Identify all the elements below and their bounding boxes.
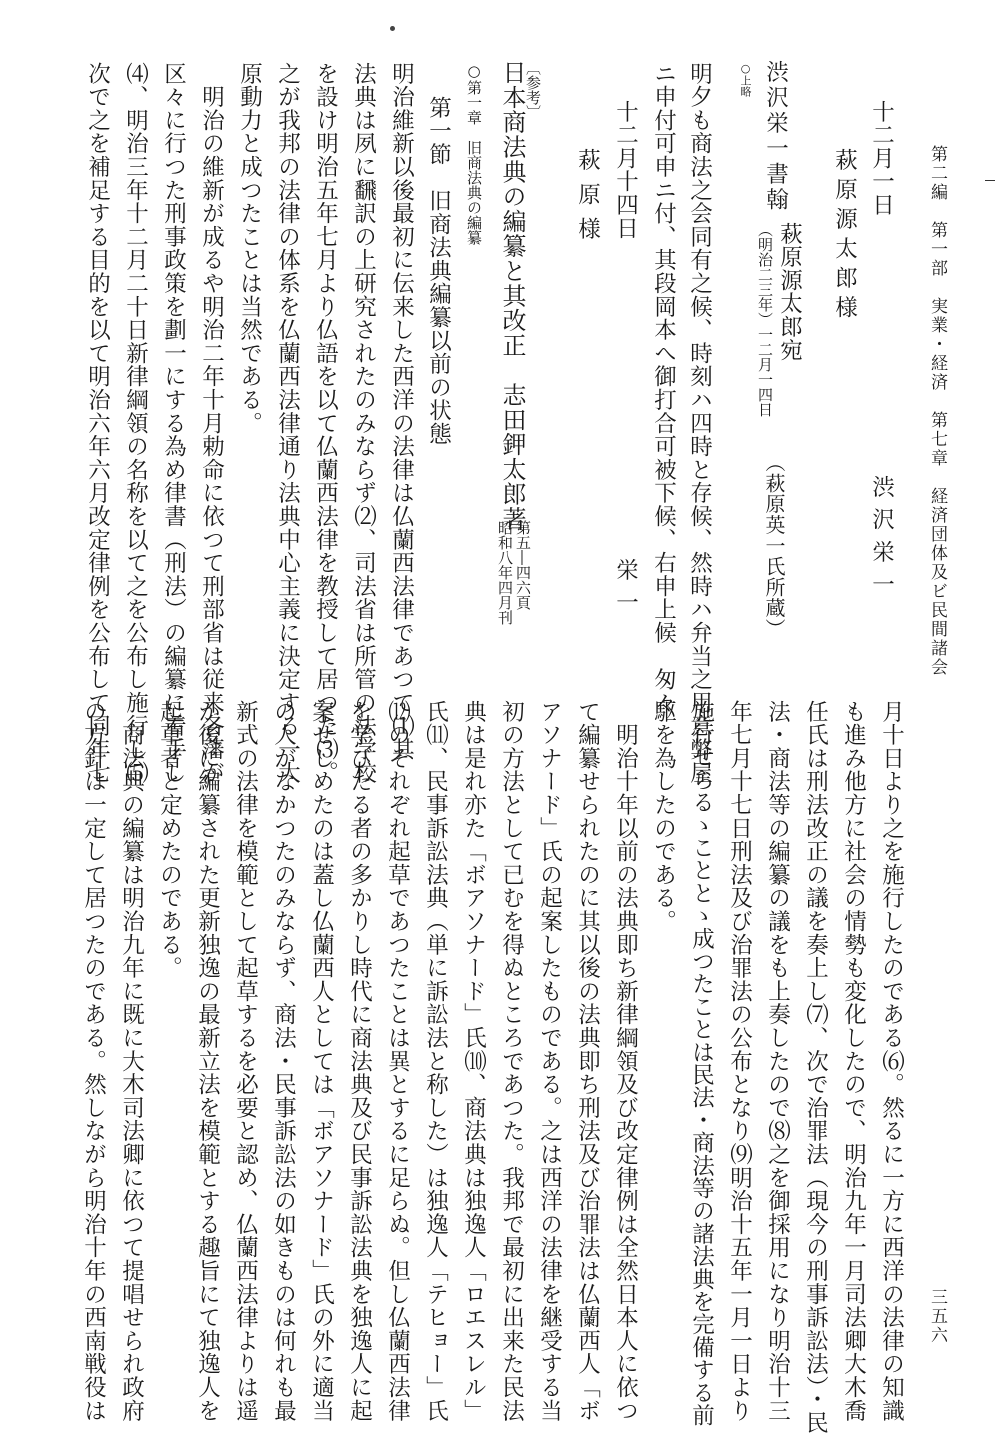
letter2-line1: 明夕も商法之会同有之候、時刻ハ四時と存候、然時ハ弁当之用意弊屋 bbox=[686, 62, 713, 785]
letter2-omit: ○上略 bbox=[739, 62, 752, 97]
section-heading: 第一節 旧商法典編纂以前の状態 bbox=[425, 96, 452, 446]
paragraph-line: 商法典の編纂は明治九年に既に大木司法卿に依つて提唱せられ政府 bbox=[118, 700, 145, 1423]
chapter-heading: ○第一章 旧商法典の編纂 bbox=[465, 62, 483, 245]
letter2-date: 十二月十四日 bbox=[612, 100, 639, 240]
paragraph-line: を設け明治五年七月より仏語を以て仏蘭西法律を教授して居つた⑶。 bbox=[312, 62, 339, 785]
paragraph-line: 施行せらるゝこととゝ成つたことは民法・商法等の諸法典を完備する前 bbox=[688, 700, 715, 1427]
paragraph-line: ⑿のそれぞれ起草であつたことは異とするに足らぬ。但し仏蘭西法律 bbox=[384, 700, 411, 1423]
paragraph-line: 法・商法等の編纂の議をも上奏したので⑻之を御採用になり明治十三 bbox=[764, 700, 791, 1423]
paragraph-line: アソナード」氏の起案したものである。之は西洋の法律を継受する当 bbox=[536, 700, 563, 1423]
letter1-sender: 渋沢栄一 bbox=[868, 475, 895, 605]
paragraph-line: 明治十年以前の法典即ち新律綱領及び改定律例は全然日本人に依つ bbox=[612, 700, 639, 1423]
paragraph-line: か後に編纂された更新独逸の最新立法を模範とする趣旨にて独逸人を bbox=[194, 700, 221, 1423]
paragraph-line: ⑷、明治三年十二月二十日新律綱領の名称を以て之を公布し施行し⑸ bbox=[122, 62, 149, 785]
paragraph-line: 新式の法律を模範として起草するを必要と認め、仏蘭西法律よりは遥 bbox=[232, 700, 259, 1423]
letter2-source: （萩原英一氏所蔵） bbox=[762, 452, 786, 640]
speck bbox=[390, 26, 395, 31]
reference-published: 昭和八年四月刊 bbox=[496, 520, 514, 625]
page-number: 三五六 bbox=[927, 1288, 947, 1345]
paragraph-line: 明治の維新が成るや明治二年十月勅命に依つて刑部省は従来各藩が bbox=[198, 62, 225, 785]
paragraph-line: の方針は一定して居つたのである。然しながら明治十年の西南戦役は bbox=[80, 700, 107, 1423]
paragraph-line: 初の方法として已むを得ぬところであつた。我邦で最初に出来た民法 bbox=[498, 700, 525, 1423]
letter2-title: 渋沢栄一書翰 bbox=[762, 60, 789, 213]
paragraph-line: 次で之を補足する目的を以て明治六年六月改定律例を公布して同年七 bbox=[84, 62, 111, 785]
paragraph-line: 任氏は刑法改正の議を奏上し⑺、次で治罪法（現今の刑事訴訟法）・民 bbox=[802, 700, 829, 1434]
paragraph-line: て編纂せられたのに其以後の法典即ち刑法及び治罪法は仏蘭西人「ボ bbox=[574, 700, 601, 1423]
paragraph-line: 明治維新以後最初に伝来した西洋の法律は仏蘭西法律であつて⑴其 bbox=[388, 62, 415, 761]
paragraph-line: 之が我邦の法律の体系を仏蘭西法律通り法典中心主義に決定する一大 bbox=[274, 62, 301, 785]
letter2-date-note: （明治二三年）一二月一四日 bbox=[756, 222, 774, 417]
reference-label: 〔参考〕 bbox=[524, 60, 542, 120]
paragraph-line: 区々に行つた刑事政策を劃一にする為め律書（刑法）の編纂に着手し bbox=[160, 62, 187, 785]
margin-mark bbox=[985, 180, 995, 181]
letter2-line2: ニ申付可申ニ付、其段岡本へ御打合可被下候、右申上候 匆々 bbox=[650, 62, 677, 715]
reference-pages: 第五―四六頁 bbox=[514, 520, 532, 610]
paragraph-line: 起草者と定めたのである。 bbox=[156, 700, 183, 980]
paragraph-line: 月十日より之を施行したのである⑹。然るに一方に西洋の法律の知識 bbox=[878, 700, 905, 1423]
letter1-date: 十二月一日 bbox=[868, 100, 895, 217]
paragraph-line: 年七月十七日刑法及び治罪法の公布となり⑼明治十五年一月一日より bbox=[726, 700, 753, 1423]
paragraph-line: 法典は夙に飜訳の上研究されたのみならず⑵、司法省は所管の法学校 bbox=[350, 62, 377, 785]
paragraph-line: 氏⑾、民事訴訟法典（単に訴訟法と称した）は独逸人「テヒョー」氏 bbox=[422, 700, 449, 1423]
letter2-recipient: 萩原源太郎宛 bbox=[776, 222, 803, 362]
paragraph-line: 案せしめたのは蓋し仏蘭西人としては「ボアソナード」氏の外に適当 bbox=[308, 700, 335, 1423]
reference-title: 日本商法典の編纂と其改正 志田鉀太郎著 bbox=[498, 60, 526, 532]
letter2-addressee: 萩原様 bbox=[574, 148, 601, 252]
running-title: 第二編 第一部 実業・経済 第七章 経済団体及ビ民間諸会 bbox=[927, 145, 947, 677]
paragraph-line: 典は是れ亦た「ボアソナード」氏⑽、商法典は独逸人「ロエスレル」 bbox=[460, 700, 487, 1423]
paragraph-line: を学びたる者の多かりし時代に商法典及び民事訴訟法典を独逸人に起 bbox=[346, 700, 373, 1423]
paragraph-line: も進み他方に社会の情勢も変化したので、明治九年一月司法卿大木喬 bbox=[840, 700, 867, 1423]
paragraph-line: の人がなかつたのみならず、商法・民事訴訟法の如きものは何れも最 bbox=[270, 700, 297, 1423]
letter2-sender: 栄一 bbox=[612, 558, 639, 623]
paragraph-line: 原動力と成つたことは当然である。 bbox=[236, 62, 263, 435]
letter1-addressee: 萩原源太郎様 bbox=[831, 148, 858, 325]
paragraph-line: 駆を為したのである。 bbox=[650, 700, 677, 933]
